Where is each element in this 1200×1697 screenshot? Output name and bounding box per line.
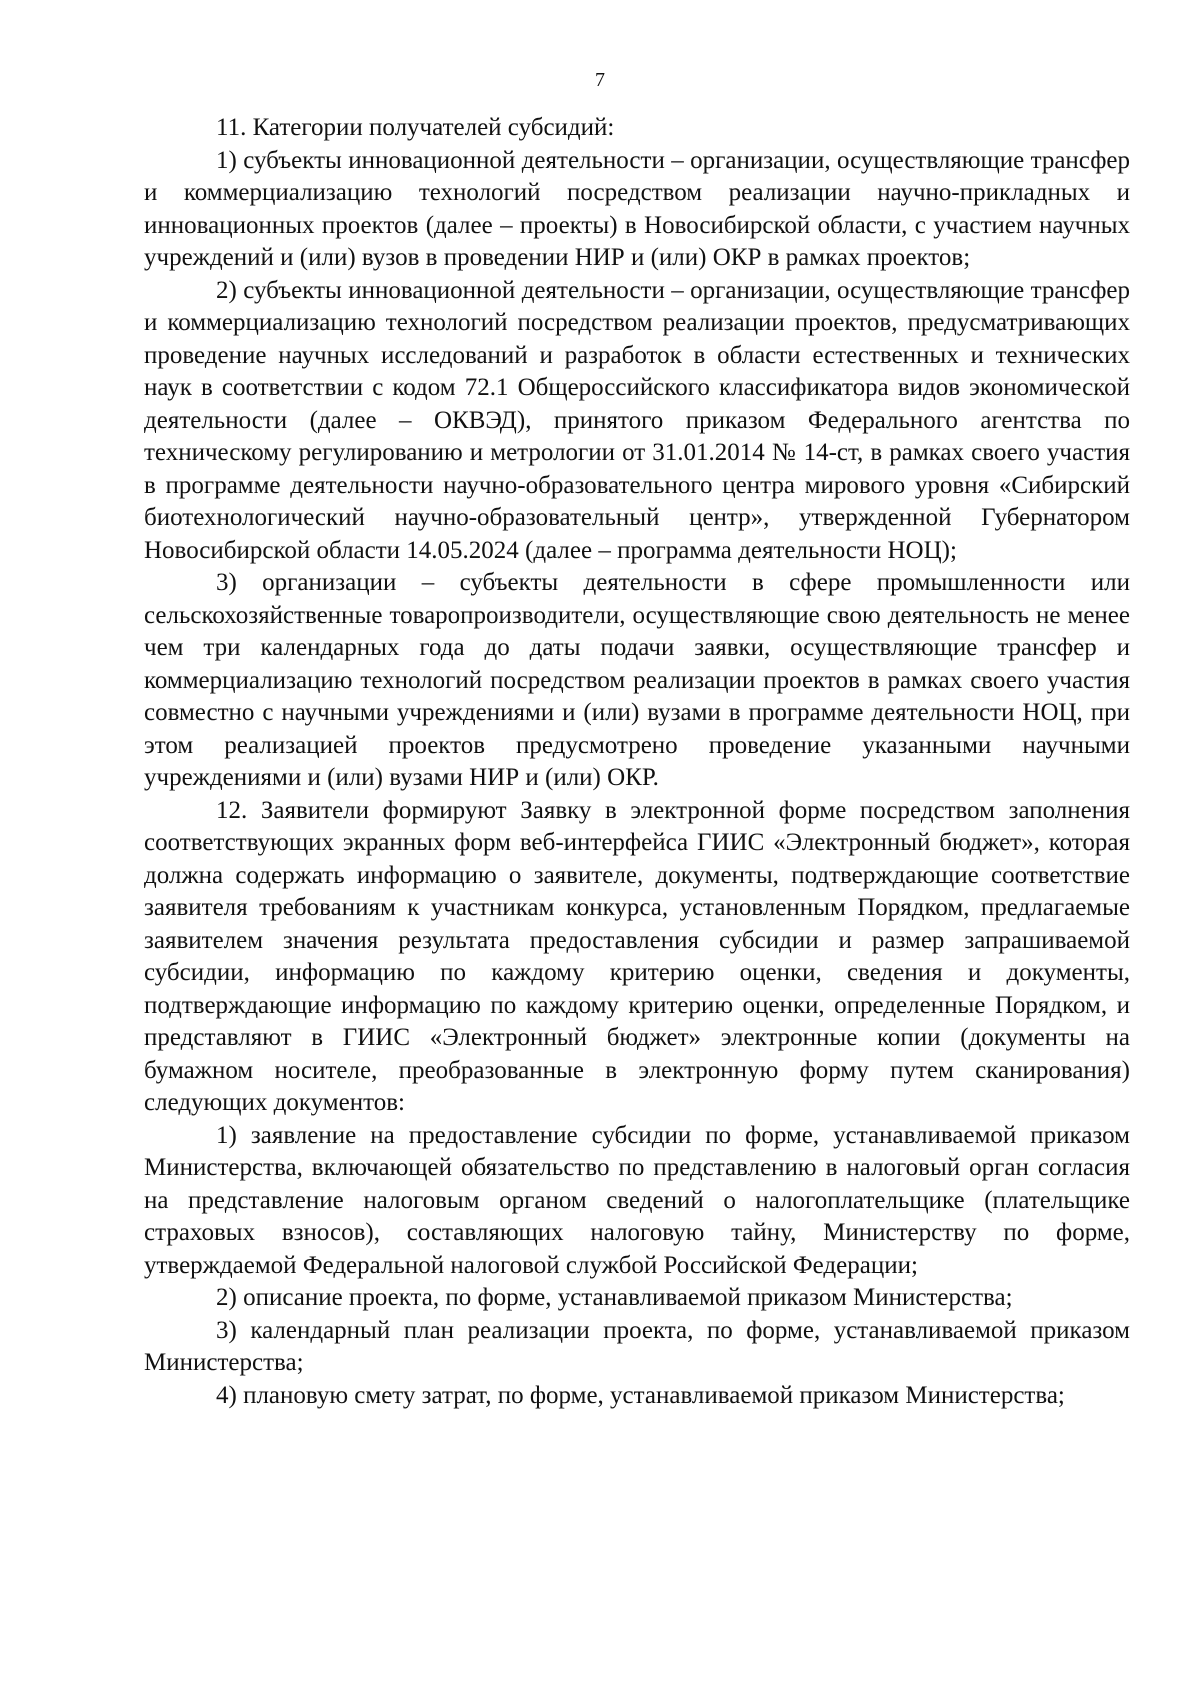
document-item-4: 4) плановую смету затрат, по форме, устанавливаемой приказом Министерства; [216, 1381, 1065, 1409]
recipient-category-2: 2) субъекты инновационной деятельности – организации, осуществляющие трансфер и коммерциализацию технологий посредством реализации проектов, предусматривающих проведение научных исследований и разработок в области естественных и технических наук в соответствии с кодом 72.1 Общероссийского классификатора видов экономической деятельности (далее – ОКВЭД), принятого приказом Федерального агентства по техническому регулированию и метрологии от 31.01.2014 № 14-ст, в рамках своего участия в программе деятельности научно-образовательного центра мирового уровня «Сибирский биотехнологический научно-образовательный центр», утвержденной Губернатором Новосибирской области 14.05.2024 (далее – программа деятельности НОЦ); [144, 276, 1130, 564]
document-body [144, 112, 1130, 1412]
document-item-3: 3) календарный план реализации проекта, по форме, устанавливаемой приказом Министерства; [144, 1316, 1130, 1376]
recipient-category-3: 3) организации – субъекты деятельности в сфере промышленности или сельскохозяйственные товаропроизводители, осуществляющие свою деятельность не менее чем три календарных года до даты подачи заявки, осуществляющие трансфер и коммерциализацию технологий посредством реализации проектов в рамках своего участия совместно с научными учреждениями и (или) вузами в программе деятельности НОЦ, при этом реализацией проектов предусмотрено проведение указанными научными учреждениями и (или) вузами НИР и (или) ОКР. [144, 569, 1130, 791]
page-number: 7 [595, 69, 605, 91]
section-11-heading: 11. Категории получателей субсидий: [216, 114, 615, 141]
document-item-2: 2) описание проекта, по форме, устанавливаемой приказом Министерства; [216, 1284, 1013, 1311]
document-item-1: 1) заявление на предоставление субсидии по форме, устанавливаемой приказом Министерства, включающей обязательство по представлению в налоговый орган согласия на представление налоговым органом сведений о налогоплательщике (плательщике страховых взносов), составляющих налоговую тайну, Министерству по форме, утверждаемой Федеральной налоговой службой Российской Федерации; [144, 1121, 1130, 1279]
recipient-category-1: 1) субъекты инновационной деятельности – организации, осуществляющие трансфер и коммерциализацию технологий посредством реализации научно-прикладных и инновационных проектов (далее – проекты) в Новосибирской области, с участием научных учреждений и (или) вузов в проведении НИР и (или) ОКР в рамках проектов; [144, 146, 1130, 271]
section-12-paragraph: 12. Заявители формируют Заявку в электронной форме посредством заполнения соответствующих экранных форм веб-интерфейса ГИИС «Электронный бюджет», которая должна содержать информацию о заявителе, документы, подтверждающие соответствие заявителя требованиям к участникам конкурса, установленным Порядком, предлагаемые заявителем значения результата предоставления субсидии и размер запрашиваемой субсидии, информацию по каждому критерию оценки, сведения и документы, подтверждающие информацию по каждому критерию оценки, определенные Порядком, и представляют в ГИИС «Электронный бюджет» электронные копии (документы на бумажном носителе, преобразованные в электронную форму путем сканирования) следующих документов: [144, 796, 1130, 1116]
